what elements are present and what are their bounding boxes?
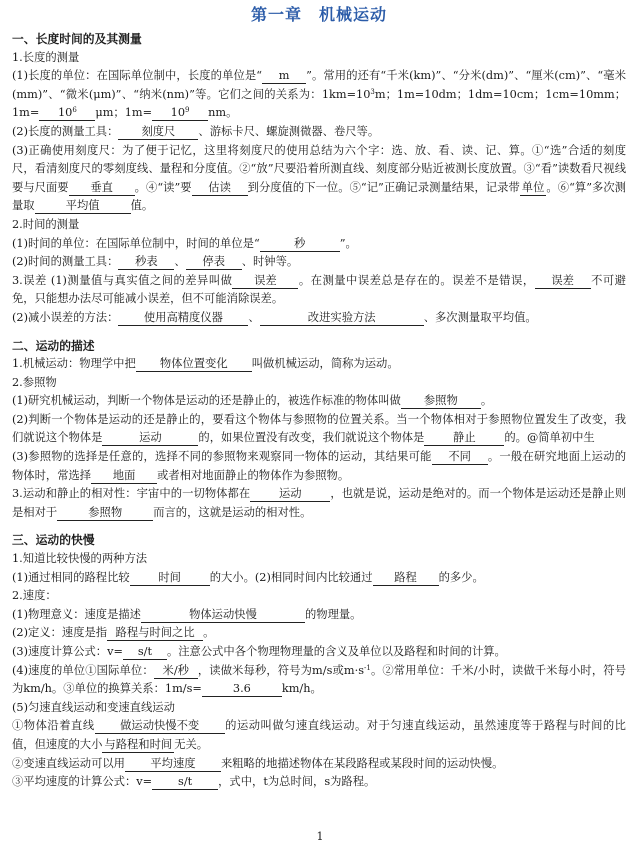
blank-answer[interactable]: 不同 <box>432 449 488 465</box>
paragraph-uniform-motion: ①物体沿着直线 做运动快慢不变 的运动叫做匀速直线运动。对于匀速直线运动，虽然速度等于路程与时间的比值，但速度的大小 与路程和时间 无关。 <box>12 719 626 751</box>
section-heading-motion: 二、运动的描述 <box>12 338 95 353</box>
blank-answer[interactable]: m <box>262 68 306 84</box>
blank-answer[interactable]: 运动 <box>102 430 198 446</box>
subheading-uniform-variable: (5)匀速直线运动和变速直线运动 <box>12 700 175 714</box>
paragraph-mechanical-motion: 1.机械运动：物理学中把 物体位置变化 叫做机械运动，简称为运动。 <box>12 357 399 371</box>
blank-answer[interactable]: 路程 <box>373 570 439 586</box>
blank-answer[interactable]: 时间 <box>130 570 210 586</box>
blank-answer[interactable]: 单位 <box>521 180 545 194</box>
paragraph-time-tools: (2)时间的测量工具： 秒表 、 停表 、时钟等。 <box>12 255 299 269</box>
blank-answer[interactable]: 运动 <box>250 486 330 502</box>
blank-answer[interactable]: 秒 <box>260 236 340 252</box>
paragraph-velocity-units: (4)速度的单位①国际单位： 米/秒 ，读做米每秒，符号为m/s或$m\cdot s^{-1}$。②常用单位：千米/小时，读做千米每小时，符号为km/h。③单位的换算关系：1m/s= 3.6 km/h。 <box>12 663 626 696</box>
blank-answer[interactable]: 平均值 <box>35 198 131 214</box>
blank-answer[interactable]: s/t <box>123 644 167 660</box>
paragraph-velocity-formula: (3)速度计算公式：v= s/t 。注意公式中各个物理物理量的含义及单位以及路程和时间的计算。 <box>12 645 506 658</box>
blank-answer[interactable]: 参照物 <box>401 393 481 409</box>
blank-answer[interactable]: s/t <box>152 774 218 790</box>
blank-answer[interactable]: 平均速度 <box>125 756 221 772</box>
blank-answer[interactable]: 使用高精度仪器 <box>118 310 248 326</box>
blank-answer[interactable]: 误差 <box>232 273 298 289</box>
blank-answer[interactable]: 参照物 <box>57 505 153 521</box>
paragraph-reference-1: (1)研究机械运动，判断一个物体是运动的还是静止的，被选作标准的物体叫做 参照物 。 <box>12 394 493 408</box>
blank-answer[interactable]: 地面 <box>91 468 157 484</box>
page-number: 1 <box>316 830 324 843</box>
blank-answer[interactable]: 与路程和时间 <box>104 737 173 751</box>
paragraph-compare: (1)通过相同的路程比较 时间 的大小。(2)相同时间内比较通过 路程 的多少。 <box>12 570 484 584</box>
paragraph-error: 3.误差 (1)测量值与真实值之间的差异叫做 误差 。在测量中误差总是存在的。误差不是错误， 误差 不可避免，只能想办法尽可能减小误差，但不可能消除误差。 <box>12 273 626 306</box>
paragraph-length-tools: (2)长度的测量工具： 刻度尺 、游标卡尺、螺旋测微器、卷尺等。 <box>12 124 380 138</box>
paragraph-average-speed: ③平均速度的计算公式：v= s/t ，式中，t为总时间，s为路程。 <box>12 775 376 789</box>
blank-answer[interactable]: 做运动快慢不变 <box>95 718 225 734</box>
paragraph-ruler-usage: (3)正确使用刻度尺：为了便于记忆，这里将刻度尺的使用总结为六个字：选、放、看、读、记、算。①“选”合适的刻度尺，看清刻度尺的零刻度线、量程和分度值。②“放”尺要沿着所测直线、刻度部分贴近被测长度放置。③“看”读数看尺视线要与尺面要 垂直 。④“读”要 估读 到分度值的下一位。⑤“记”正确记录测量结果，记录带 单位 。⑥“算”多次测量取 平均值 值。 <box>12 143 626 213</box>
subheading-length: 1.长度的测量 <box>12 50 80 64</box>
blank-answer[interactable]: $10^6$ <box>39 105 95 121</box>
subheading-compare-methods: 1.知道比较快慢的两种方法 <box>12 552 148 566</box>
blank-answer[interactable]: 物体位置变化 <box>136 356 252 372</box>
blank-answer[interactable]: 估读 <box>192 180 248 196</box>
paragraph-reference-3: (3)参照物的选择是任意的，选择不同的参照物来观察同一物体的运动，其结果可能 不同 。一般在研究地面上运动的物体时，常选择 地面 或者相对地面静止的物体作为参照物。 <box>12 450 626 482</box>
section-heading-speed: 三、运动的快慢 <box>12 533 95 548</box>
blank-answer[interactable]: 静止 <box>424 430 504 446</box>
paragraph-variable-motion: ②变速直线运动可以用 平均速度 来粗略的地描述物体在某段路程或某段时间的运动快慢。 <box>12 756 504 770</box>
subheading-time: 2.时间的测量 <box>12 217 80 231</box>
blank-answer[interactable]: 3.6 <box>202 681 282 697</box>
blank-answer[interactable]: 米/秒 <box>154 663 198 679</box>
chapter-title: 第一章 机械运动 <box>250 5 387 24</box>
blank-answer[interactable]: 误差 <box>535 273 591 289</box>
paragraph-length-unit: (1)长度的单位：在国际单位制中，长度的单位是“ m ”。常用的还有“千米(km)”、“分米(dm)”、“厘米(cm)”、“毫米(mm)”、“微米(μm)”、“纳米(nm)”等。它们之间的关系为：$1km=10^3m$；1m=10dm；1dm=10cm；1cm=10mm；$1m= 10^6$ μm；$1m= 10^9$ nm。 <box>12 69 627 120</box>
paragraph-time-unit: (1)时间的单位：在国际单位制中，时间的单位是“ 秒 ”。 <box>12 236 357 250</box>
paragraph-reference-2: (2)判断一个物体是运动的还是静止的，要看这个物体与参照物的位置关系。当一个物体相对于参照物位置发生了改变，我们就说这个物体是 运动 的，如果位置没有改变，我们就说这个物体是 静止 的。@简单初中生 <box>12 412 626 445</box>
paragraph-relativity: 3.运动和静止的相对性：宇宙中的一切物体都在 运动 ，也就是说，运动是绝对的。而一个物体是运动还是静止则是相对于 参照物 而言的，这就是运动的相对性。 <box>12 487 626 519</box>
paragraph-reduce-error: (2)减小误差的方法： 使用高精度仪器 、 改进实验方法 、多次测量取平均值。 <box>12 310 537 324</box>
blank-answer[interactable]: 停表 <box>186 254 242 270</box>
blank-answer[interactable]: 路程与时间之比 <box>107 625 203 641</box>
subheading-velocity: 2.速度： <box>12 589 57 603</box>
blank-answer[interactable]: 刻度尺 <box>118 124 198 140</box>
section-heading-length-time: 一、长度时间的及其测量 <box>12 32 142 46</box>
blank-answer[interactable]: $10^9$ <box>152 105 208 121</box>
paragraph-velocity-definition: (2)定义：速度是指 路程与时间之比 。 <box>12 626 215 640</box>
blank-answer[interactable]: 垂直 <box>69 180 135 196</box>
subheading-reference: 2.参照物 <box>12 375 57 389</box>
blank-answer[interactable]: 改进实验方法 <box>260 310 424 326</box>
paragraph-velocity-meaning: (1)物理意义：速度是描述 物体运动快慢 的物理量。 <box>12 607 362 621</box>
blank-answer[interactable]: 物体运动快慢 <box>141 607 305 623</box>
blank-answer[interactable]: 秒表 <box>118 254 174 270</box>
